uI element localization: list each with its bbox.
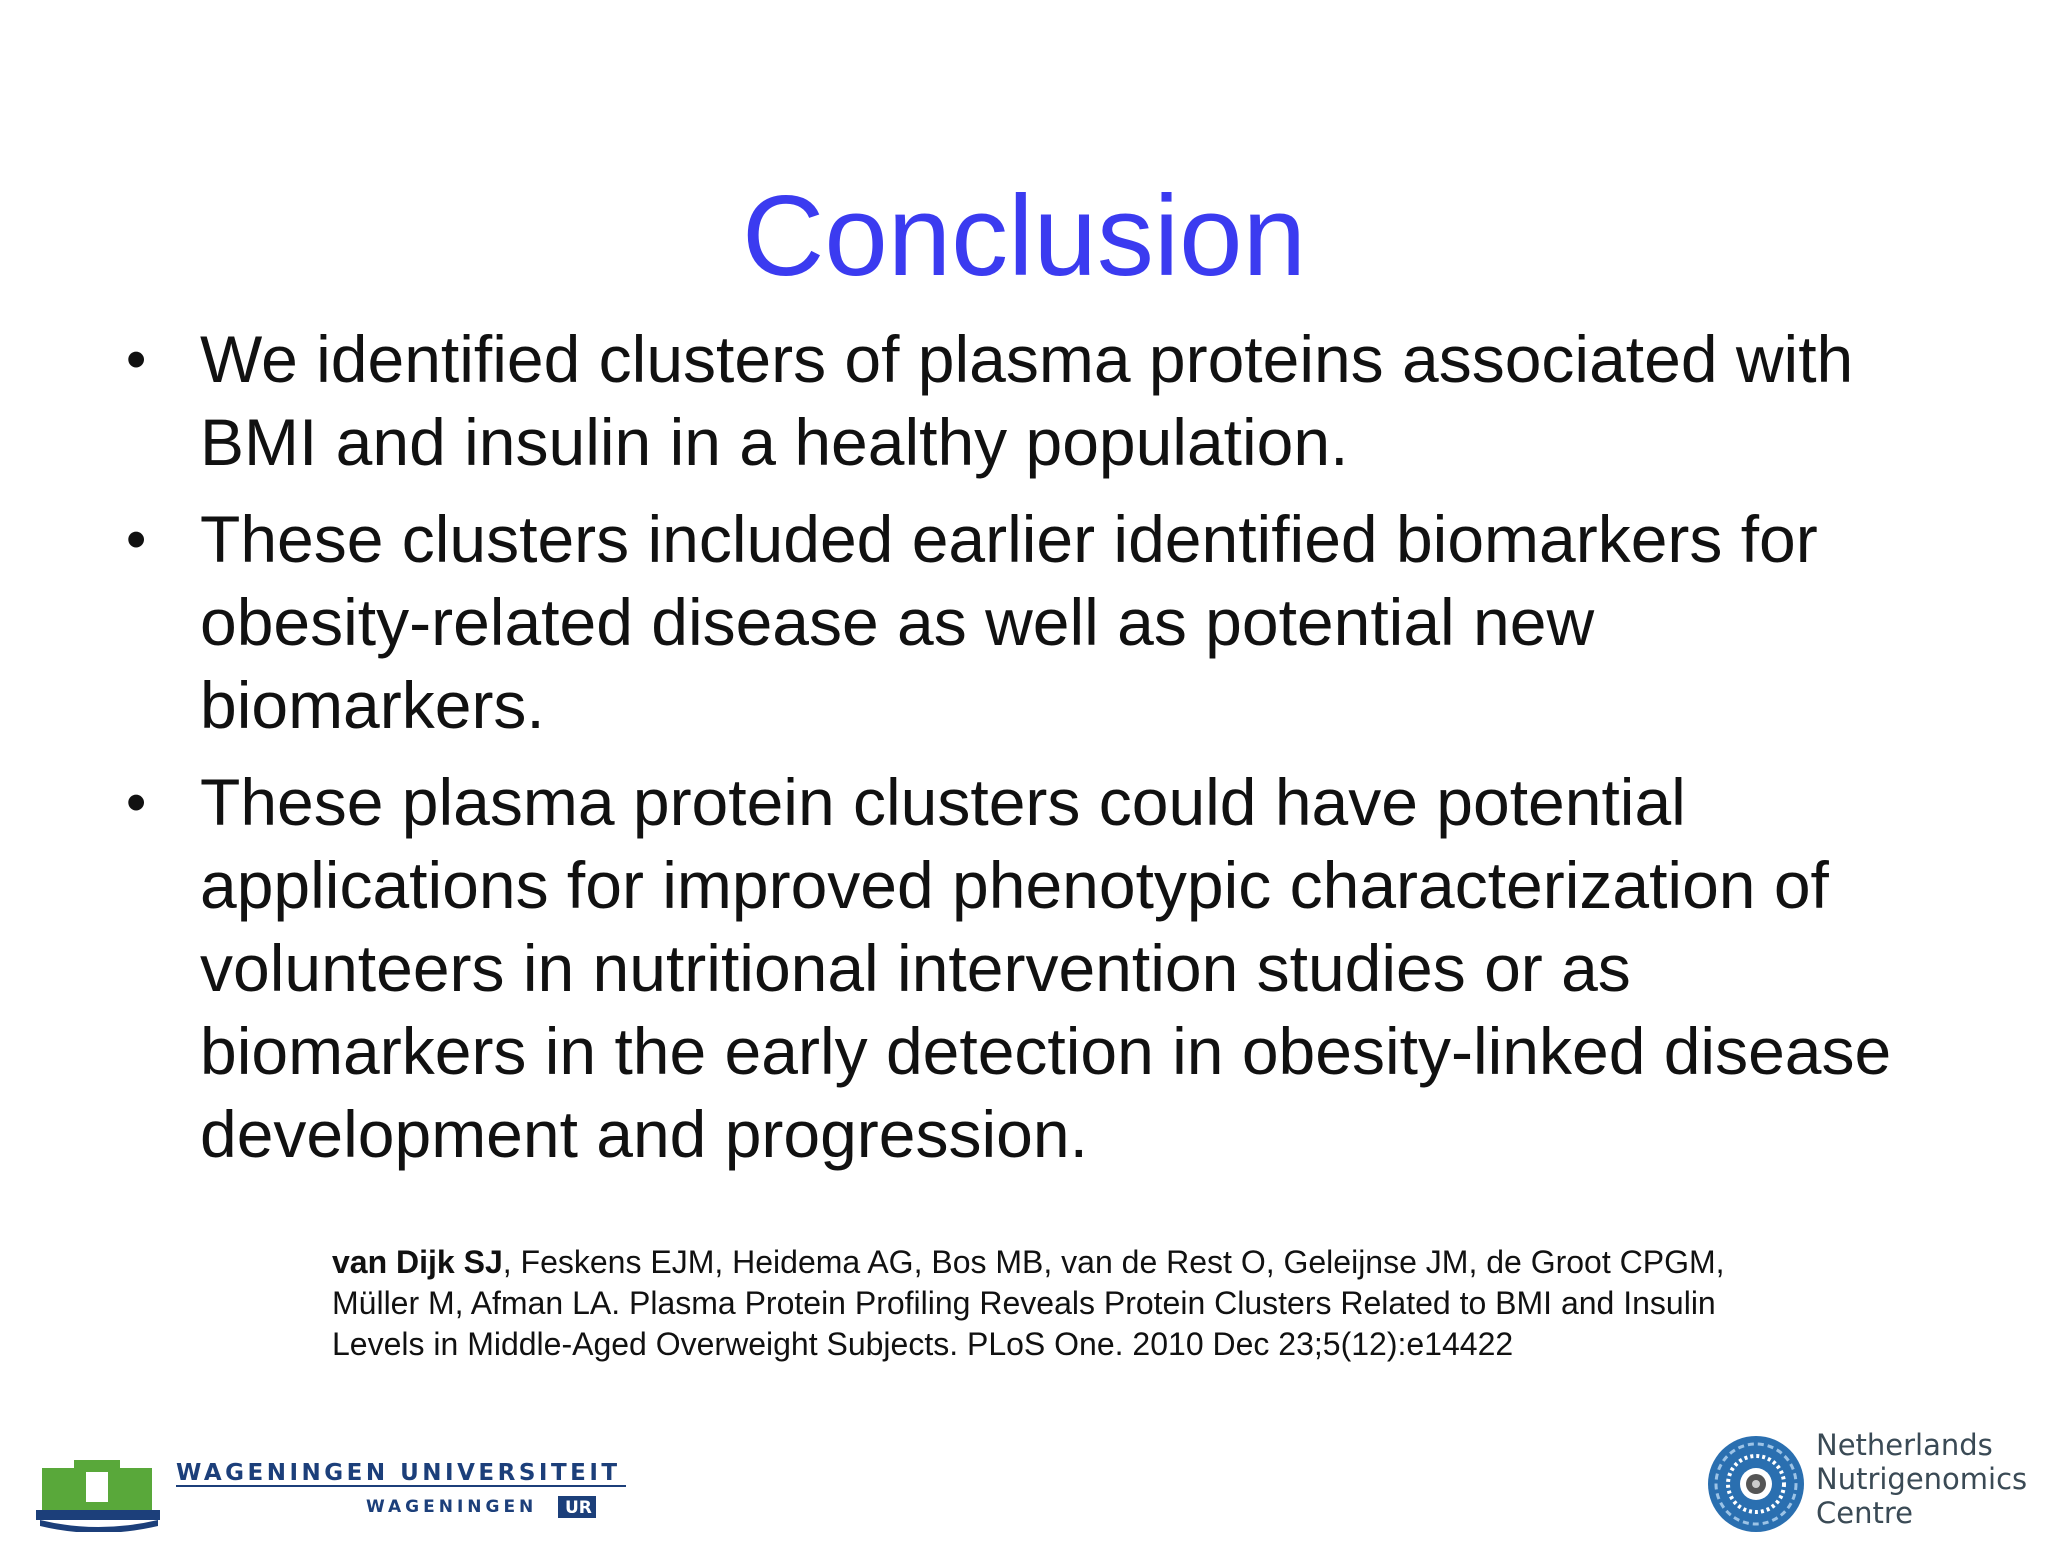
wur-line1: WAGENINGEN UNIVERSITEIT xyxy=(176,1460,621,1486)
bullet-list xyxy=(118,318,1948,1190)
bullet-text: We identified clusters of plasma proteins associated with BMI and insulin in a healthy population. xyxy=(200,322,1854,479)
bullet-marker: • xyxy=(126,770,147,835)
wageningen-emblem-icon xyxy=(36,1460,160,1532)
bullet-item xyxy=(118,761,1948,1176)
nnc-line3: Centre xyxy=(1816,1496,1913,1530)
citation-author: van Dijk SJ xyxy=(332,1244,503,1280)
bullet-text: These plasma protein clusters could have potential applications for improved phenotypic characterization of volunteers in nutritional intervention studies or as biomarkers in the early detection in obesity-linked disease development and progression. xyxy=(200,765,1892,1171)
bullet-text: These clusters included earlier identified biomarkers for obesity-related disease as well as potential new biomarkers. xyxy=(200,502,1818,742)
wageningen-logo xyxy=(36,1452,626,1532)
nnc-globe-icon xyxy=(1706,1424,1810,1536)
slide-title: Conclusion xyxy=(742,173,1306,301)
wur-line2: WAGENINGEN xyxy=(366,1497,538,1517)
bullet-item xyxy=(118,498,1948,747)
bullet-marker: • xyxy=(126,507,147,572)
nnc-line2: Nutrigenomics xyxy=(1816,1462,2028,1496)
bullet-item xyxy=(118,318,1948,484)
nnc-logo xyxy=(1706,1424,2036,1536)
citation xyxy=(332,1242,1732,1365)
wur-badge: UR xyxy=(565,1498,592,1518)
nnc-line1: Netherlands xyxy=(1816,1428,1993,1462)
bullet-marker: • xyxy=(126,327,147,392)
citation-text: , Feskens EJM, Heidema AG, Bos MB, van de Rest O, Geleijnse JM, de Groot CPGM, Müller M, Afman LA. Plasma Protein Profiling Reveals Protein Clusters Related to BMI and Insulin Levels in Middle-Aged Overweight Subjects. PLoS One. 2010 Dec 23;5(12):e14422 xyxy=(332,1244,1725,1362)
